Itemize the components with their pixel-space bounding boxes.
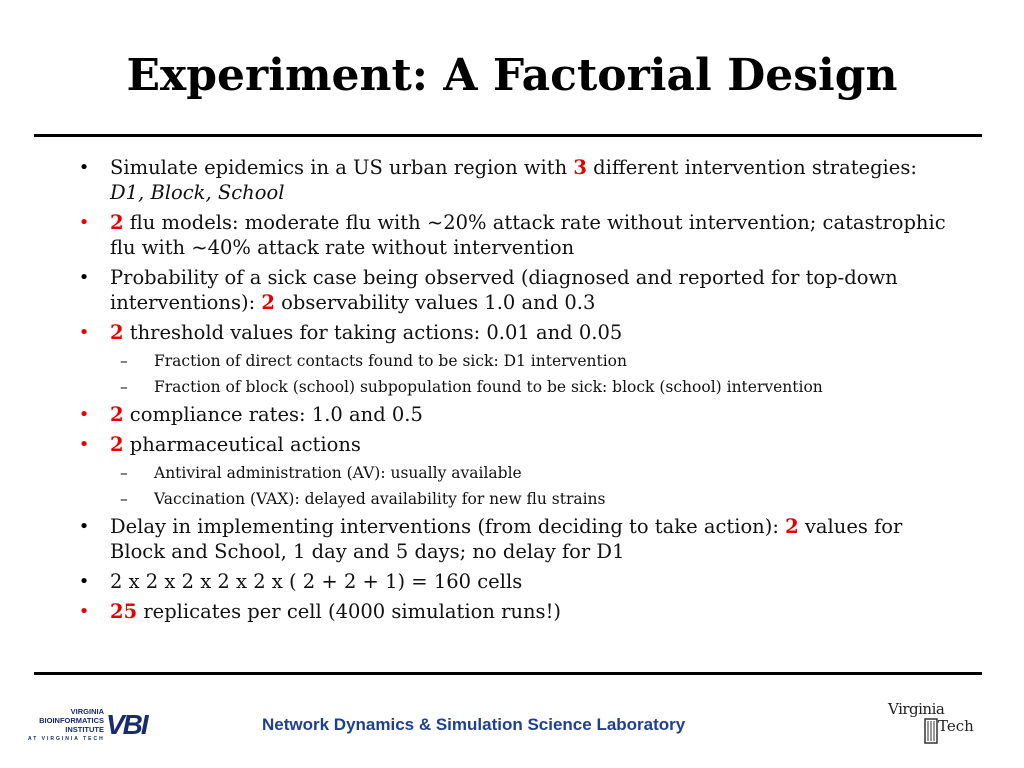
bullet-post: pharmaceutical actions [123, 433, 361, 456]
bullet-num: 2 [785, 515, 799, 538]
title-divider [34, 134, 982, 137]
vbi-line-3: INSTITUTE [65, 725, 104, 734]
bullet-item [74, 320, 954, 345]
sub-bullet-marker: – [120, 352, 128, 370]
bullet-num: 2 [110, 211, 124, 234]
sub-bullet-item [74, 350, 954, 372]
bullet-pre: Simulate epidemics in a US urban region with [110, 156, 574, 179]
bullet-item [74, 514, 954, 564]
bullet-marker: • [78, 434, 90, 455]
bullet-post: different intervention strategies: [586, 156, 917, 179]
vt-emblem-icon [924, 718, 938, 744]
bullet-item [74, 265, 954, 315]
vbi-logo-text [22, 707, 104, 734]
bullet-marker: • [78, 157, 90, 178]
bullet-num: 2 [110, 433, 124, 456]
bullet-marker: • [78, 404, 90, 425]
sub-bullet-item [74, 488, 954, 510]
sub-bullet-item [74, 376, 954, 398]
bullet-pre: Delay in implementing interventions (from deciding to take action): [110, 515, 786, 538]
bullet-pre: 2 x 2 x 2 x 2 x 2 x ( 2 + 2 + 1) = 160 cells [110, 570, 523, 593]
vt-logo-top: Virginia [888, 700, 945, 718]
sub-bullet-marker: – [120, 464, 128, 482]
vbi-mark: VBI [106, 709, 147, 740]
bullet-post: observability values 1.0 and 0.3 [274, 291, 596, 314]
bullet-post: threshold values for taking actions: 0.01 and 0.05 [123, 321, 623, 344]
bullet-italic: D1, Block, School [110, 181, 285, 204]
bullet-num: 2 [110, 321, 124, 344]
bullet-post: compliance rates: 1.0 and 0.5 [123, 403, 423, 426]
bullet-marker: • [78, 601, 90, 622]
sub-bullet-item [74, 462, 954, 484]
bullet-item [74, 155, 954, 205]
bullet-num: 25 [110, 600, 138, 623]
vbi-sub-text: AT VIRGINIA TECH [28, 736, 105, 742]
slide-title: Experiment: A Factorial Design [126, 50, 898, 101]
bullet-num: 3 [573, 156, 587, 179]
bullet-marker: • [78, 322, 90, 343]
sub-bullet-text: Fraction of block (school) subpopulation found to be sick: block (school) intervention [154, 378, 823, 396]
virginia-tech-logo [884, 700, 994, 750]
bullet-post: replicates per cell (4000 simulation runs!) [137, 600, 562, 623]
sub-bullet-text: Fraction of direct contacts found to be sick: D1 intervention [154, 352, 627, 370]
sub-bullet-marker: – [120, 378, 128, 396]
vbi-line-1: VIRGINIA [70, 707, 104, 716]
vbi-logo [22, 706, 167, 744]
bullet-item [74, 432, 954, 457]
footer-divider [34, 672, 982, 675]
vt-logo-bottom: Tech [938, 717, 974, 735]
bullet-marker: • [78, 571, 90, 592]
bullet-post: flu models: moderate flu with ~20% attack rate without intervention; catastrophic flu with ~40% attack rate without intervention [110, 211, 946, 259]
bullet-item [74, 210, 954, 260]
bullet-item [74, 402, 954, 427]
slide-footer [0, 700, 1024, 750]
sub-bullet-text: Antiviral administration (AV): usually available [154, 464, 522, 482]
bullet-post: values for Block and School, 1 day and 5 days; no delay for D1 [110, 515, 903, 563]
bullet-num: 2 [110, 403, 124, 426]
bullet-marker: • [78, 516, 90, 537]
bullet-item [74, 569, 954, 594]
bullet-num: 2 [261, 291, 275, 314]
bullet-list [74, 155, 954, 629]
bullet-pre: Probability of a sick case being observed (diagnosed and reported for top-down interventions): [110, 266, 898, 314]
sub-bullet-marker: – [120, 490, 128, 508]
lab-name: Network Dynamics & Simulation Science Laboratory [262, 715, 686, 734]
bullet-item [74, 599, 954, 624]
vbi-line-2: BIOINFORMATICS [39, 716, 104, 725]
bullet-marker: • [78, 212, 90, 233]
bullet-marker: • [78, 267, 90, 288]
sub-bullet-text: Vaccination (VAX): delayed availability for new flu strains [154, 490, 606, 508]
